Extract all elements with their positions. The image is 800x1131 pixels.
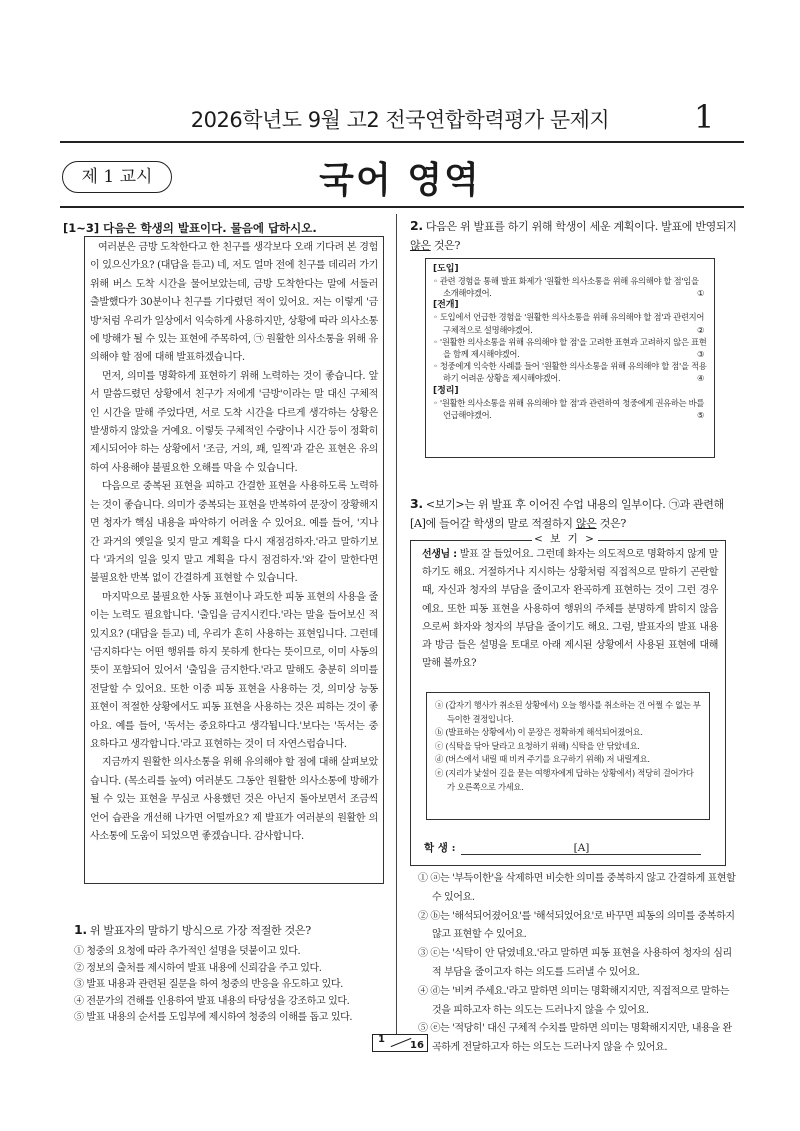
passage-paragraph: 여러분은 금방 도착한다고 한 친구를 생각보다 오래 기다려 본 경험이 있으신가요? (대답을 듣고) 네, 저도 얼마 전에 친구를 데리러 가기 위해 버스 도착 시간을 물어보았는데, 금방 도착한다는 말에 서둘러 출발했다가 30분이나 친구를 기다렸던 적이 있어요. 저는 이렇게 '금방'처럼 우리가 일상에서 익숙하게 사용하지만, 상황에 따라 의사소통에 방해가 될 수 있는 표현에 주목하여, ㉠ 원활한 의사소통을 위해 유의해야 할 점에 대해 발표하겠습니다.	[90, 242, 378, 364]
answer-option[interactable]: ① ⓐ는 '부득이한'을 삭제하면 비슷한 의미를 중복하지 않고 간결하게 표현할 수 있어요.	[418, 873, 736, 903]
question-stem-end: 것은?	[430, 239, 461, 252]
top-rule	[60, 141, 744, 143]
plan-item: ◦ '원활한 의사소통을 위해 유의해야 할 점'과 관련하여 청중에게 권유하는 바를 언급해야겠어. ⑤	[433, 397, 705, 420]
answer-option[interactable]: ② ⓑ는 '해석되어졌어요'를 '해석되었어요'로 바꾸면 피동의 의미를 중복하지 않고 표현할 수 있어요.	[418, 910, 735, 941]
passage-box	[84, 236, 384, 884]
situation-item: ⓒ (식탁을 닦아 달라고 요청하기 위해) 식탁을 안 닦았네요.	[435, 740, 640, 751]
emphasis: 않은	[410, 239, 431, 252]
footer-total: 16	[410, 1040, 424, 1051]
answer-blank: [A]	[461, 842, 701, 855]
situation-box	[426, 692, 710, 820]
plan-item: ◦ '원활한 의사소통을 위해 유의해야 할 점'을 고려한 표현과 고려하지 않은 표현을 함께 제시해야겠어. ③	[433, 336, 707, 360]
plan-item: ◦ 관련 경험을 통해 발표 화제가 '원활한 의사소통을 위해 유의해야 할 점'임을 소개해야겠어. ①	[433, 276, 705, 299]
question-2	[410, 216, 740, 255]
plan-section-title: [전개]	[433, 300, 459, 311]
plan-section-title: [정리]	[433, 385, 459, 396]
answer-option[interactable]: ③ ⓒ는 '식탁이 안 닦였네요.'라고 말하면 피동 표현을 사용하여 청자의 심리적 부담을 줄이고자 하는 의도를 드러낼 수 있어요.	[418, 948, 732, 978]
question-stem-end: 것은?	[596, 517, 626, 530]
question-1	[74, 920, 390, 1027]
session-badge: 제 1 교시	[62, 161, 172, 193]
question-stem: <보기>는 위 발표 후 이어진 수업 내용의 일부이다. ㉠과 관련해 [A]에 들어갈 학생의 말로 적절하지	[410, 498, 724, 530]
teacher-text: 발표 잘 들었어요. 그런데 화자는 의도적으로 명확하지 않게 말하기도 해요. 거절하거나 지시하는 상황처럼 직접적으로 말하기 곤란할 때, 자신과 청자의 부담을 줄이고자 완곡하게 표현하는 것이 그런 경우예요. 또한 피동 표현을 사용하여 행위의 주체를 분명하게 밝히지 않음으로써 화자와 청자의 부담을 줄이기도 해요. 그럼, 발표자의 발표 내용과 방금 들은 설명을 토대로 아래 제시된 상황에서 사용된 표현에 대해 말해 볼까요?	[422, 549, 718, 670]
question-number: 2.	[410, 218, 423, 233]
emphasis: 않은	[575, 517, 597, 530]
passage-paragraph: 지금까지 원활한 의사소통을 위해 유의해야 할 점에 대해 살펴보았습니다. (목소리를 높여) 여러분도 그동안 원활한 의사소통에 방해가 될 수 있는 표현을 무심코 사용했던 것은 아닌지 돌아보면서 조금씩 언어 습관을 개선해 나가면 어떨까요? 제 발표가 여러분의 원활한 의사소통에 도움이 되었으면 좋겠습니다. 감사합니다.	[90, 757, 378, 842]
situation-item: ⓓ (버스에서 내릴 때 비켜 주기를 요구하기 위해) 저 내릴게요.	[435, 754, 650, 765]
answer-option[interactable]: ⑤ ⓔ는 '적당히' 대신 구체적 수치를 말하면 의미는 명확해지지만, 내용을 완곡하게 전달하고자 하는 의도는 드러나지 않을 수 있어요.	[418, 1023, 732, 1054]
answer-option[interactable]: ② 정보의 출처를 제시하여 발표 내용에 신뢰감을 주고 있다.	[74, 962, 322, 974]
page-number: 1	[694, 98, 715, 136]
answer-option[interactable]: ④ ⓓ는 '비켜 주세요.'라고 말하면 의미는 명확해지지만, 직접적으로 말하는 것을 피하고자 하는 의도는 드러나지 않을 수 있어요.	[418, 985, 729, 1016]
bogi-label: < 보 기 >	[532, 531, 598, 546]
student-line	[424, 840, 710, 855]
passage-paragraph: 먼저, 의미를 명확하게 표현하기 위해 노력하는 것이 좋습니다. 앞서 말씀드렸던 상황에서 친구가 저에게 '금방'이라는 말 대신 구체적인 시간을 말해 주었다면, 서로 도착 시간을 다르게 생각하는 상황은 발생하지 않았을 거예요. 이렇듯 구체적인 수량이나 시간 등이 정확히 제시되어야 하는 상황에서 '조금, 거의, 꽤, 일찍'과 같은 표현은 유의하여 사용해야 불필요한 오해를 막을 수 있습니다.	[90, 370, 378, 474]
plan-item: ◦ 도입에서 언급한 경험을 '원활한 의사소통을 위해 유의해야 할 점'과 관련지어 구체적으로 설명해야겠어. ②	[433, 312, 705, 335]
plan-box	[425, 258, 715, 458]
student-label: 학 생 :	[424, 842, 456, 854]
situation-item: ⓔ (지리가 낯설어 길을 묻는 여행자에게 답하는 상황에서) 적당히 걸어가다가 오른쪽으로 가세요.	[435, 767, 694, 792]
answer-option[interactable]: ④ 전문가의 견해를 인용하여 발표 내용의 타당성을 강조하고 있다.	[74, 995, 350, 1007]
subject-title: 국어 영역	[319, 160, 481, 201]
footer-page-indicator	[372, 1034, 428, 1050]
column-divider	[396, 214, 397, 1034]
footer-page: 1	[378, 1034, 385, 1045]
answer-option[interactable]: ① 청중의 요청에 따라 추가적인 설명을 덧붙이고 있다.	[74, 946, 301, 957]
passage-paragraph: 마지막으로 불필요한 사동 표현이나 과도한 피동 표현의 사용을 줄이는 노력도 필요합니다. '출입을 금지시킨다.'라는 말을 들어보신 적 있지요? (대답을 듣고) 네, 우리가 흔히 사용하는 표현입니다. 그런데 '금지하다'는 어떤 행위를 하지 못하게 한다는 뜻이므로, 이미 사동의 뜻이 포함되어 있어서 '출입을 금지한다.'라고 말해도 충분히 의미를 전달할 수 있어요. 또한 이중 피동 표현을 사용하는 것, 의미상 능동 표현이 적절한 상황에서도 피동 표현을 사용하는 것은 피하는 것이 좋아요. 예를 들어, '독서는 중요하다고 생각됩니다.'보다는 '독서는 중요하다고 생각합니다.'라고 표현하는 것이 더 자연스럽습니다.	[90, 591, 378, 750]
teacher-dialogue	[422, 546, 718, 673]
plan-section-title: [도입]	[433, 264, 459, 274]
question-3-options	[418, 866, 740, 1058]
question-stem: 다음은 위 발표를 하기 위해 학생이 세운 계획이다. 발표에 반영되지	[425, 220, 737, 233]
answer-option[interactable]: ③ 발표 내용과 관련된 질문을 하여 청중의 반응을 유도하고 있다.	[74, 979, 343, 991]
question-number: 1.	[74, 922, 87, 937]
situation-item: ⓑ (발표하는 상황에서) 이 문장은 정확하게 해석되어졌어요.	[435, 727, 643, 738]
question-stem: 위 발표자의 말하기 방식으로 가장 적절한 것은?	[89, 924, 311, 937]
situation-item: ⓐ (갑자기 행사가 취소된 상황에서) 오늘 행사를 취소하는 건 어쩔 수 없는 부득이한 결정입니다.	[435, 700, 701, 724]
question-3	[410, 494, 742, 533]
teacher-label: 선생님 :	[422, 549, 457, 560]
plan-item: ◦ 청중에게 익숙한 사례를 들어 '원활한 의사소통을 위해 유의해야 할 점'을 적용하기 어려운 상황을 제시해야겠어. ④	[433, 361, 707, 384]
question-number: 3.	[410, 496, 423, 511]
header-rule	[60, 206, 744, 208]
exam-title: 2026학년도 9월 고2 전국연합학력평가 문제지	[190, 108, 610, 132]
passage-instruction: [1~3] 다음은 학생의 발표이다. 물음에 답하시오.	[63, 221, 317, 235]
passage-paragraph: 다음으로 중복된 표현을 피하고 간결한 표현을 사용하도록 노력하는 것이 좋습니다. 의미가 중복되는 표현을 반복하여 문장이 장황해지면 청자가 핵심 내용을 파악하기 어려울 수 있어요. 예를 들어, '지나간 과거의 옛일을 잊지 말고 계획을 다시 재점검하자.'라고 말하기보다 '과거의 일을 잊지 말고 계획을 다시 점검하자.'와 같이 말한다면 불필요한 반복 없이 간결하게 표현할 수 있습니다.	[90, 481, 378, 585]
answer-option[interactable]: ⑤ 발표 내용의 순서를 도입부에 제시하여 청중의 이해를 돕고 있다.	[74, 1012, 353, 1024]
